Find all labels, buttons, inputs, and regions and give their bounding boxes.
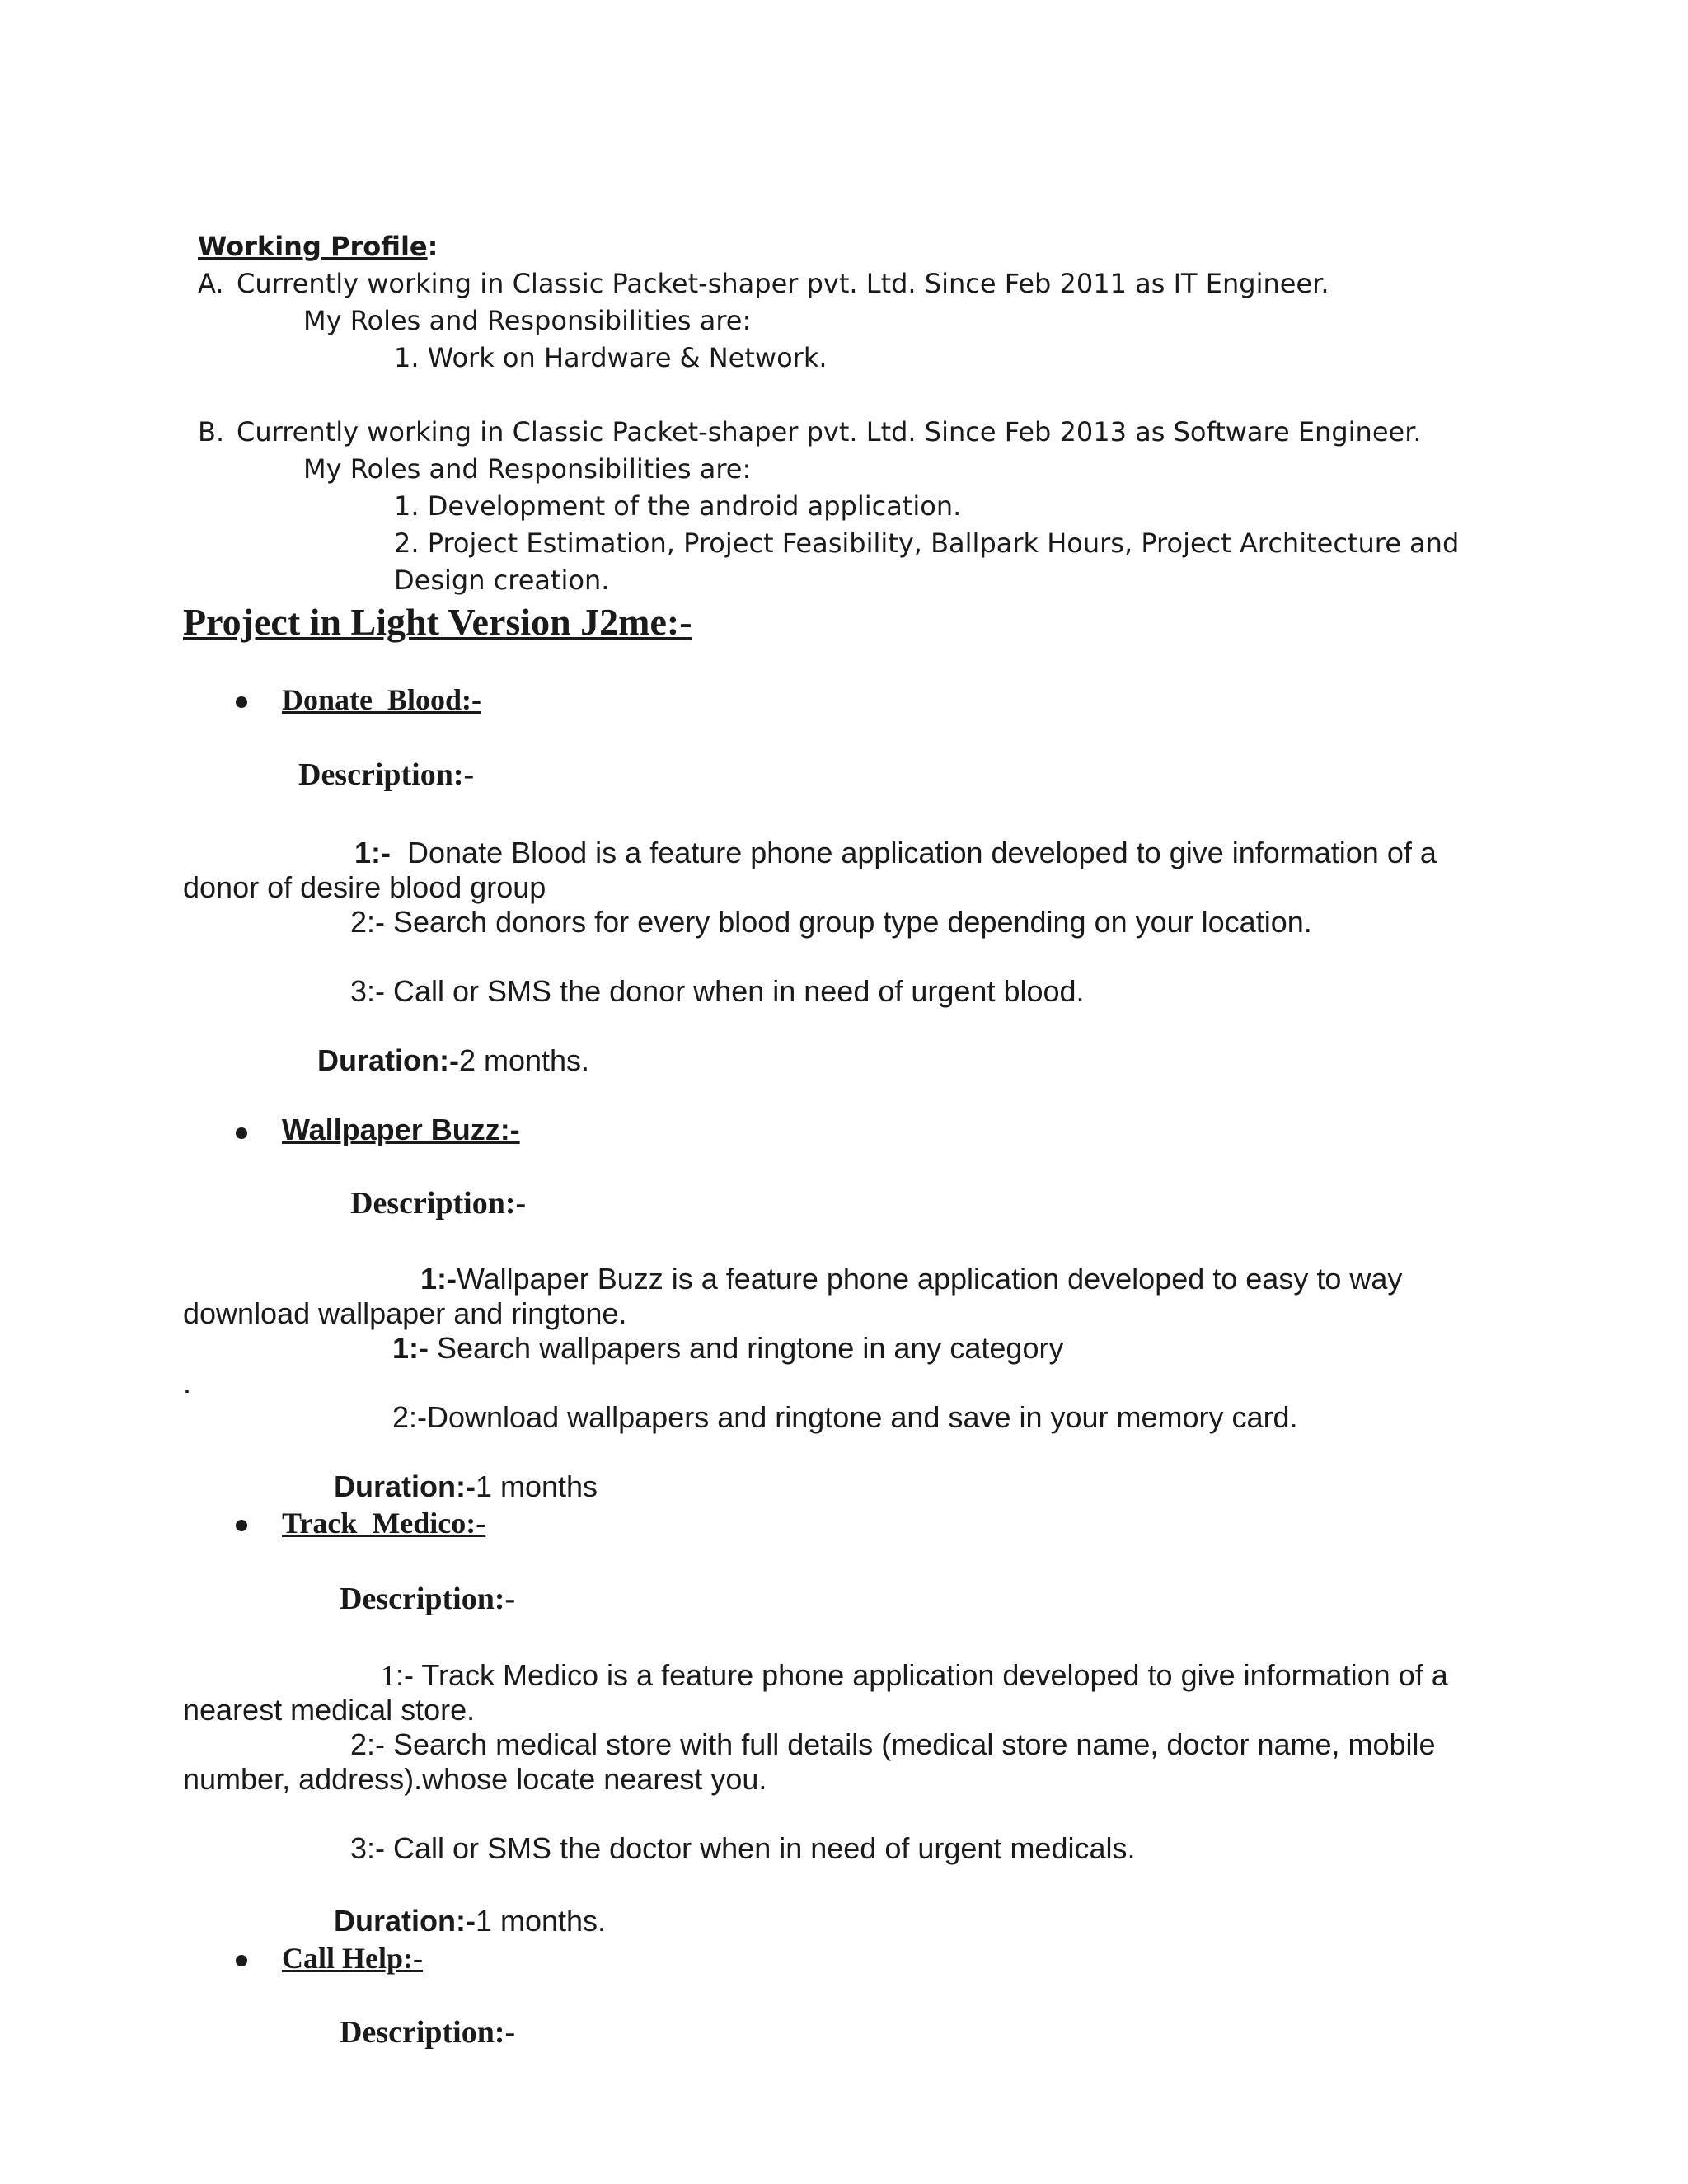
track-duration: Duration:-1 months. bbox=[334, 1904, 607, 1938]
track-point-2-cont: number, address).whose locate nearest you. bbox=[183, 1762, 767, 1796]
bullet-icon bbox=[236, 696, 247, 708]
donate-duration: Duration:-2 months. bbox=[317, 1043, 590, 1077]
bullet-icon bbox=[236, 1520, 247, 1531]
description-label: Description:- bbox=[340, 1582, 516, 1616]
wallpaper-point-1-cont: download wallpaper and ringtone. bbox=[183, 1296, 627, 1330]
donate-point-3: 3:- Call or SMS the donor when in need of urgent blood. bbox=[350, 974, 1085, 1008]
job-a-marker: A. bbox=[198, 268, 224, 299]
bullet-icon bbox=[236, 1955, 247, 1966]
bullet-icon bbox=[236, 1127, 247, 1139]
project-title-donate-blood: Donate_Blood:- bbox=[282, 683, 481, 716]
working-profile-heading: Working Profile: bbox=[198, 231, 438, 262]
project-title-call-help: Call Help:- bbox=[282, 1942, 423, 1975]
description-label: Description:- bbox=[340, 2015, 516, 2050]
stray-dot: . bbox=[183, 1366, 192, 1399]
description-label: Description:- bbox=[298, 757, 475, 792]
donate-point-2: 2:- Search donors for every blood group type depending on your location. bbox=[350, 905, 1312, 939]
job-b-roles-label: My Roles and Responsibilities are: bbox=[303, 453, 752, 485]
job-b-role-1: 1. Development of the android application. bbox=[394, 490, 962, 522]
track-point-2: 2:- Search medical store with full details (medical store name, doctor name, mobile bbox=[350, 1727, 1436, 1761]
job-b-role-2-cont: Design creation. bbox=[394, 565, 610, 596]
job-a-text: Currently working in Classic Packet-shaper pvt. Ltd. Since Feb 2011 as IT Engineer. bbox=[237, 268, 1329, 299]
donate-point-1: 1:- Donate Blood is a feature phone application developed to give information of a bbox=[354, 836, 1437, 869]
track-point-3: 3:- Call or SMS the doctor when in need of urgent medicals. bbox=[350, 1831, 1136, 1865]
wallpaper-point-3: 2:-Download wallpapers and ringtone and save in your memory card. bbox=[392, 1400, 1298, 1434]
track-point-1: 1:- Track Medico is a feature phone application developed to give information of a bbox=[381, 1658, 1448, 1692]
section-title: Project in Light Version J2me:- bbox=[183, 601, 692, 643]
job-a-roles-label: My Roles and Responsibilities are: bbox=[303, 305, 752, 336]
project-title-track-medico: Track_Medico:- bbox=[282, 1507, 486, 1540]
track-point-1-cont: nearest medical store. bbox=[183, 1693, 476, 1727]
job-b-text: Currently working in Classic Packet-shaper pvt. Ltd. Since Feb 2013 as Software Engineer. bbox=[237, 416, 1422, 448]
job-b-marker: B. bbox=[198, 416, 225, 448]
job-b-role-2: 2. Project Estimation, Project Feasibility, Ballpark Hours, Project Architecture and bbox=[394, 527, 1460, 559]
wallpaper-duration: Duration:-1 months bbox=[334, 1469, 598, 1503]
job-a-role-1: 1. Work on Hardware & Network. bbox=[394, 342, 828, 373]
donate-point-1-cont: donor of desire blood group bbox=[183, 870, 546, 904]
project-title-wallpaper-buzz: Wallpaper Buzz:- bbox=[282, 1113, 520, 1146]
wallpaper-point-2: 1:- Search wallpapers and ringtone in any category bbox=[392, 1331, 1064, 1365]
wallpaper-point-1: 1:-Wallpaper Buzz is a feature phone application developed to easy to way bbox=[420, 1262, 1403, 1296]
description-label: Description:- bbox=[350, 1186, 527, 1221]
